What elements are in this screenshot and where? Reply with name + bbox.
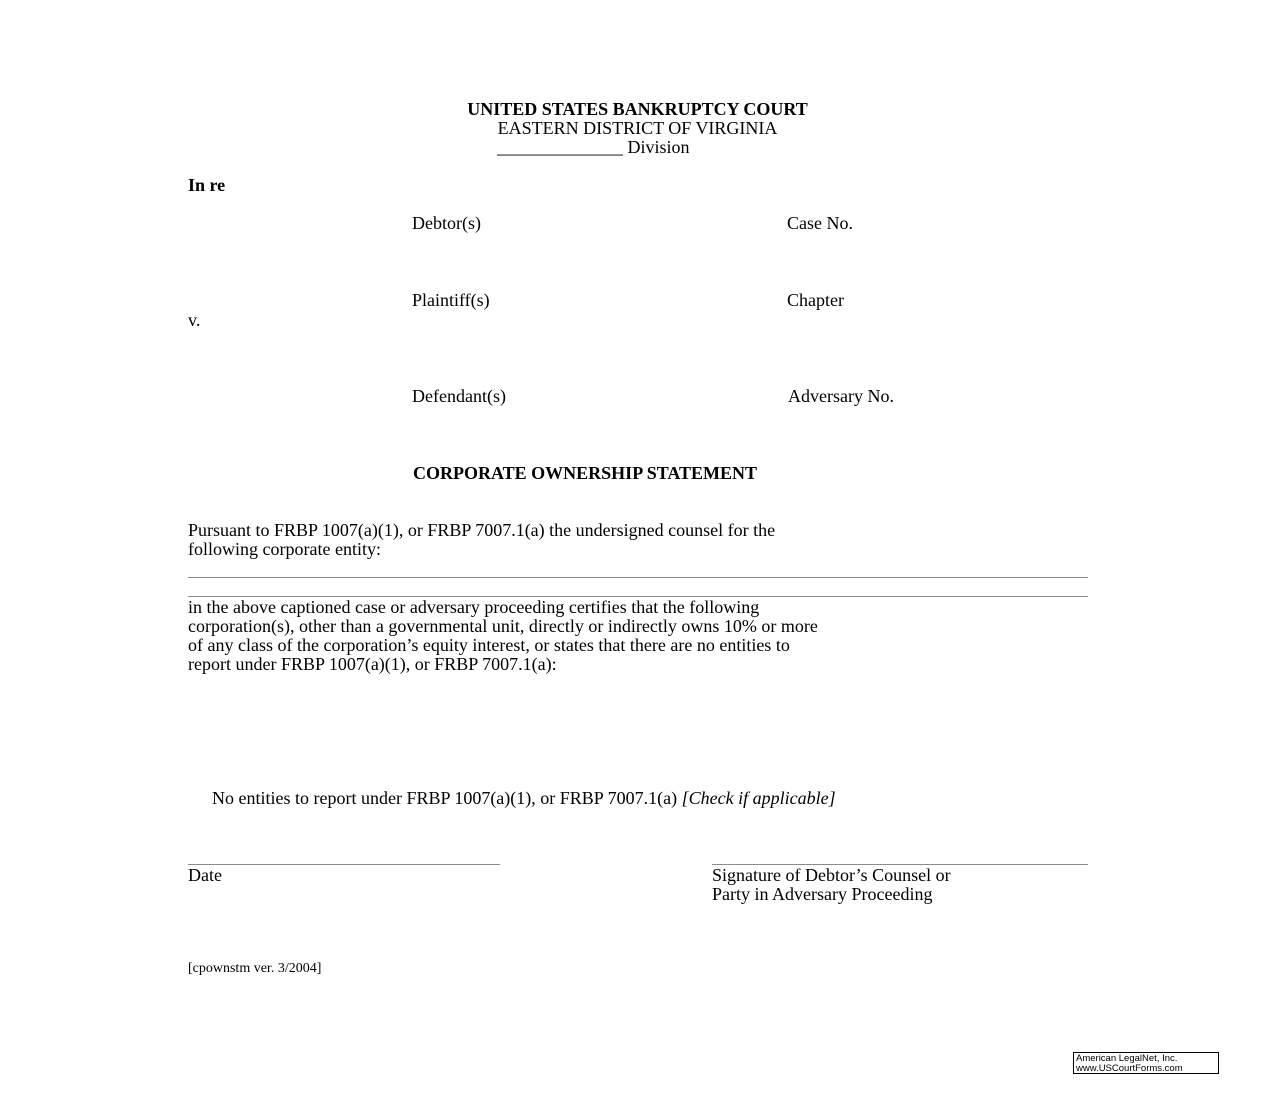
cert-line-2: corporation(s), other than a governmental unit, directly or indirectly owns 10% or more (188, 616, 818, 636)
division-line (497, 138, 690, 157)
no-entities-statement[interactable] (212, 789, 836, 808)
signature-label-2: Party in Adversary Proceeding (712, 884, 933, 904)
debtor-label: Debtor(s) (412, 213, 481, 233)
versus-label: v. (188, 310, 201, 330)
intro-line-2: following corporate entity: (188, 539, 381, 559)
publisher-badge (1073, 1052, 1219, 1074)
intro-line-1: Pursuant to FRBP 1007(a)(1), or FRBP 7007.1(a) the undersigned counsel for the (188, 520, 776, 540)
chapter-label: Chapter (787, 290, 844, 310)
in-re-label: In re (188, 175, 226, 195)
court-name: UNITED STATES BANKRUPTCY COURT (467, 99, 808, 119)
document-title: CORPORATE OWNERSHIP STATEMENT (413, 463, 758, 483)
defendant-label: Defendant(s) (412, 386, 506, 406)
cert-line-3: of any class of the corporation’s equity interest, or states that there are no entities to (188, 635, 790, 655)
plaintiff-label: Plaintiff(s) (412, 290, 490, 310)
date-label: Date (188, 865, 222, 885)
check-note: [Check if applicable] (681, 788, 836, 808)
district-name: EASTERN DISTRICT OF VIRGINIA (497, 118, 778, 138)
adversary-no-label: Adversary No. (788, 386, 894, 406)
cert-line-1: in the above captioned case or adversary proceeding certifies that the following (188, 597, 760, 617)
publisher-name: American LegalNet, Inc. (1076, 1053, 1178, 1064)
no-entities-text: No entities to report under FRBP 1007(a)(1), or FRBP 7007.1(a) (212, 788, 678, 808)
date-line[interactable] (188, 864, 500, 865)
signature-label-1: Signature of Debtor’s Counsel or (712, 865, 951, 885)
division-blank[interactable]: ______________ (497, 137, 623, 157)
division-label: Division (627, 137, 690, 157)
cert-line-4: report under FRBP 1007(a)(1), or FRBP 7007.1(a): (188, 654, 557, 674)
publisher-url: www.USCourtForms.com (1076, 1063, 1183, 1074)
entity-name-line-1[interactable] (188, 577, 1088, 578)
case-no-label: Case No. (787, 213, 853, 233)
form-version: [cpownstm ver. 3/2004] (188, 961, 322, 976)
